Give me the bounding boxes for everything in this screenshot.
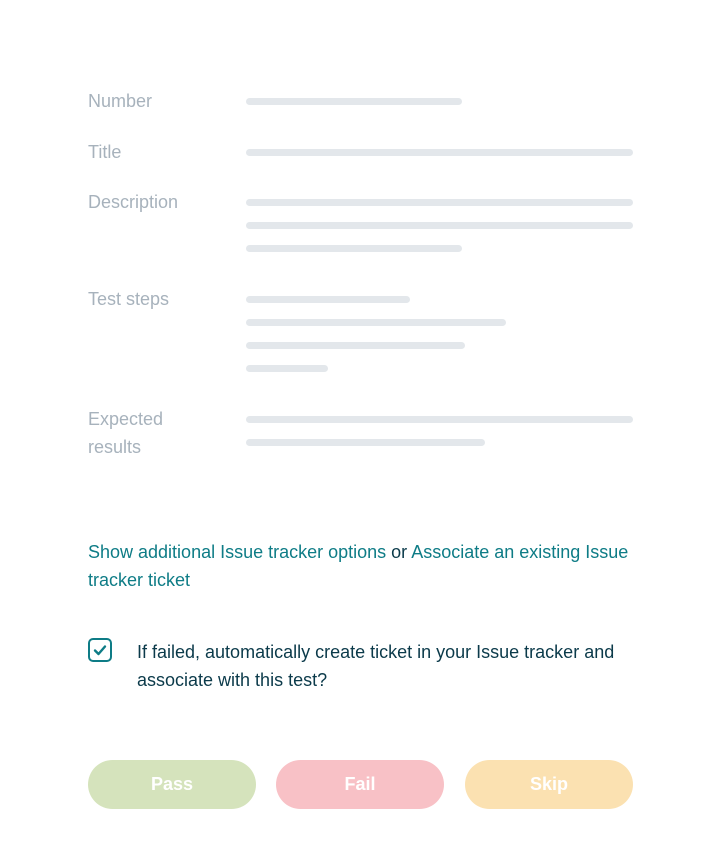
- skip-button[interactable]: Skip: [465, 760, 633, 809]
- description-placeholder-line: [246, 222, 633, 229]
- auto-create-ticket-checkbox[interactable]: [88, 638, 112, 662]
- title-placeholder: [246, 149, 633, 156]
- show-issue-tracker-options-link[interactable]: Show additional Issue tracker options: [88, 542, 387, 562]
- issue-tracker-options: [88, 538, 648, 594]
- test-step-placeholder-line: [246, 365, 328, 372]
- test-steps-label: Test steps: [88, 289, 170, 309]
- description-label: Description: [88, 192, 179, 212]
- associate-existing-ticket-link[interactable]: Associate an existing Issue tracker ticket: [88, 542, 629, 590]
- fail-button[interactable]: Fail: [276, 760, 444, 809]
- description-placeholder-line: [246, 199, 633, 206]
- test-step-placeholder-line: [246, 342, 465, 349]
- title-label: Title: [88, 142, 122, 162]
- expected-results-placeholder-line: [246, 416, 633, 423]
- auto-create-ticket-label: If failed, automatically create ticket in your Issue tracker and associate with this test?: [137, 642, 615, 690]
- pass-button[interactable]: Pass: [88, 760, 256, 809]
- test-step-placeholder-line: [246, 296, 410, 303]
- description-placeholder-line: [246, 245, 462, 252]
- test-step-placeholder-line: [246, 319, 506, 326]
- separator-text: or: [386, 542, 412, 562]
- number-placeholder: [246, 98, 462, 105]
- expected-results-placeholder-line: [246, 439, 485, 446]
- number-label: Number: [88, 91, 153, 111]
- expected-results-label: Expected results: [88, 409, 164, 457]
- checkmark-icon: [92, 642, 108, 658]
